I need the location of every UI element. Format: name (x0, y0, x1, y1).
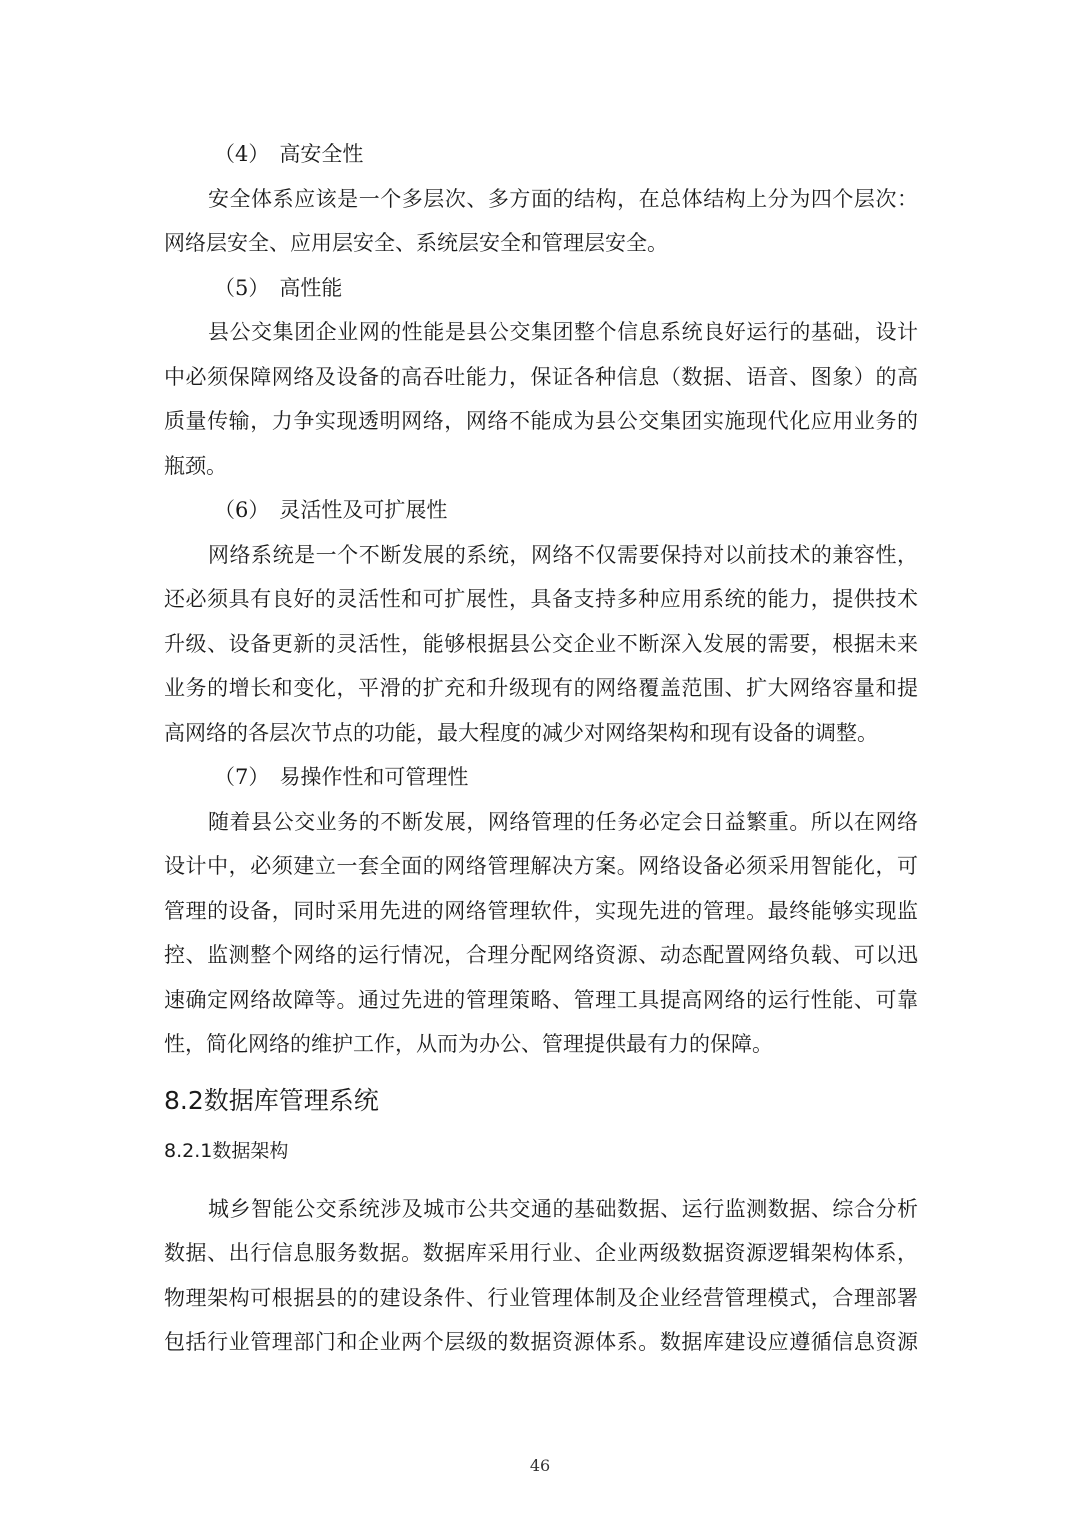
page-number: 46 (529, 1456, 551, 1475)
paragraph-line: 业务的增长和变化，平滑的扩充和升级现有的网络覆盖范围、扩大网络容量和提 (164, 676, 918, 700)
item-title: 高安全性 (279, 142, 364, 166)
item-number: （6） (214, 498, 270, 522)
paragraph-line: 安全体系应该是一个多层次、多方面的结构，在总体结构上分为四个层次： (208, 186, 918, 211)
item-title: 易操作性和可管理性 (279, 765, 469, 789)
paragraph-line: 县公交集团企业网的性能是县公交集团整个信息系统良好运行的基础，设计 (208, 320, 918, 344)
paragraph-line: 高网络的各层次节点的功能，最大程度的减少对网络架构和现有设备的调整。 (164, 720, 878, 745)
paragraph-line: 包括行业管理部门和企业两个层级的数据资源体系。数据库建设应遵循信息资源 (164, 1330, 918, 1354)
paragraph-line: 速确定网络故障等。通过先进的管理策略、管理工具提高网络的运行性能、可靠 (164, 987, 918, 1012)
item-heading-5 (164, 266, 918, 311)
paragraph-line: 设计中，必须建立一套全面的网络管理解决方案。网络设备必须采用智能化，可 (164, 854, 918, 878)
paragraph-line: 控、监测整个网络的运行情况，合理分配网络资源、动态配置网络负载、可以迅 (164, 943, 918, 967)
paragraph-line: 网络系统是一个不断发展的系统，网络不仅需要保持对以前技术的兼容性， (208, 542, 918, 567)
item-title: 灵活性及可扩展性 (279, 498, 448, 522)
paragraph-line: 城乡智能公交系统涉及城市公共交通的基础数据、运行监测数据、综合分析 (208, 1196, 918, 1221)
paragraph-line: 管理的设备，同时采用先进的网络管理软件，实现先进的管理。最终能够实现监 (164, 898, 918, 923)
paragraph-line: 升级、设备更新的灵活性，能够根据县公交企业不断深入发展的需要，根据未来 (164, 631, 918, 656)
item-number: （7） (214, 765, 270, 789)
item-number: （4） (214, 142, 270, 166)
subsection-heading: 8.2.1数据架构 (164, 1139, 289, 1162)
section-heading: 8.2数据库管理系统 (164, 1085, 379, 1115)
paragraph-line: 网络层安全、应用层安全、系统层安全和管理层安全。 (164, 231, 668, 255)
paragraph-line: 质量传输，力争实现透明网络，网络不能成为县公交集团实施现代化应用业务的 (164, 409, 918, 433)
paragraph-line: 还必须具有良好的灵活性和可扩展性，具备支持多种应用系统的能力，提供技术 (164, 587, 918, 611)
page-content (164, 132, 918, 1365)
paragraph-line: 瓶颈。 (164, 453, 227, 478)
item-number: （5） (214, 275, 270, 300)
paragraph-line: 性，简化网络的维护工作，从而为办公、管理提供最有力的保障。 (164, 1032, 773, 1056)
paragraph-line: 数据、出行信息服务数据。数据库采用行业、企业两级数据资源逻辑架构体系， (164, 1241, 918, 1265)
item-heading-4 (164, 132, 918, 177)
paragraph-line: 物理架构可根据县的的建设条件、行业管理体制及企业经营管理模式，合理部署 (164, 1285, 918, 1310)
item-heading-6 (164, 488, 918, 533)
item-title: 高性能 (279, 275, 343, 300)
paragraph-line: 中必须保障网络及设备的高吞吐能力，保证各种信息（数据、语音、图象）的高 (164, 364, 918, 389)
paragraph-line: 随着县公交业务的不断发展，网络管理的任务必定会日益繁重。所以在网络 (208, 809, 918, 834)
item-heading-7 (164, 755, 918, 800)
